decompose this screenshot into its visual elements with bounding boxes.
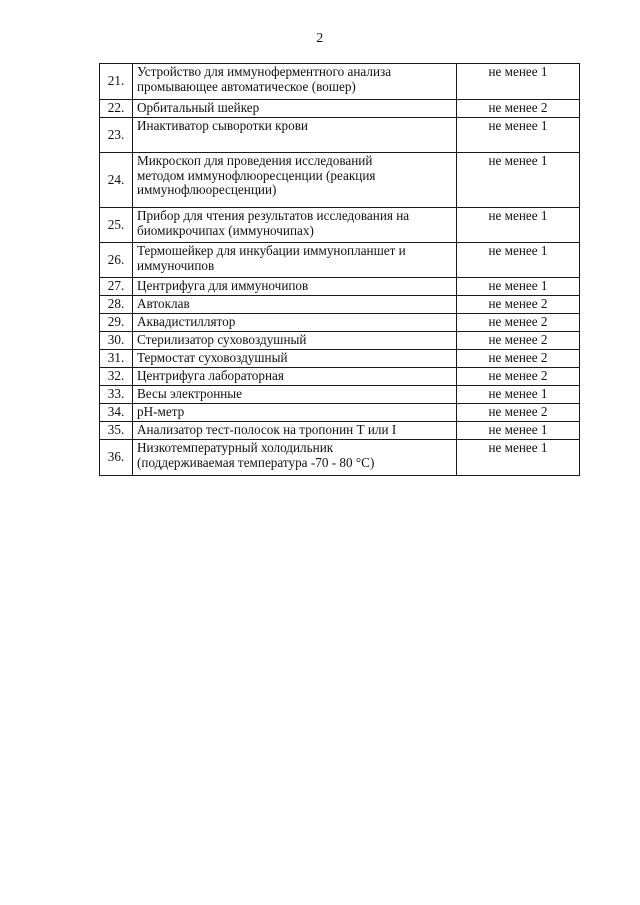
row-number: 35. [100, 422, 133, 440]
equipment-quantity: не менее 1 [457, 440, 580, 476]
table-row [100, 243, 580, 278]
table-row [100, 153, 580, 208]
equipment-name: Аквадистиллятор [133, 314, 457, 332]
equipment-name: Микроскоп для проведения исследований методом иммунофлюоресценции (реакция иммунофлюоресценции) [133, 153, 457, 208]
page-number: 2 [316, 31, 324, 46]
table-row [100, 386, 580, 404]
table-row [100, 64, 580, 100]
equipment-name: Инактиватор сыворотки крови [133, 118, 457, 153]
row-number: 36. [100, 440, 133, 476]
equipment-table-body [100, 64, 580, 476]
table-row [100, 296, 580, 314]
equipment-name: Анализатор тест-полосок на тропонин Т или I [133, 422, 457, 440]
table-row [100, 100, 580, 118]
equipment-name: Орбитальный шейкер [133, 100, 457, 118]
row-number: 34. [100, 404, 133, 422]
row-number: 22. [100, 100, 133, 118]
equipment-name: Низкотемпературный холодильник (поддерживаемая температура -70 - 80 °С) [133, 440, 457, 476]
equipment-name: Устройство для иммуноферментного анализа промывающее автоматическое (вошер) [133, 64, 457, 100]
equipment-name: Весы электронные [133, 386, 457, 404]
table-row [100, 208, 580, 243]
table-row [100, 440, 580, 476]
equipment-name: pH-метр [133, 404, 457, 422]
equipment-quantity: не менее 2 [457, 332, 580, 350]
table-row [100, 404, 580, 422]
equipment-quantity: не менее 2 [457, 368, 580, 386]
equipment-quantity: не менее 2 [457, 100, 580, 118]
row-number: 33. [100, 386, 133, 404]
equipment-name: Центрифуга лабораторная [133, 368, 457, 386]
equipment-quantity: не менее 1 [457, 64, 580, 100]
equipment-quantity: не менее 1 [457, 208, 580, 243]
table-row [100, 118, 580, 153]
equipment-quantity: не менее 2 [457, 350, 580, 368]
equipment-name: Автоклав [133, 296, 457, 314]
equipment-quantity: не менее 1 [457, 422, 580, 440]
table-row [100, 314, 580, 332]
equipment-name: Прибор для чтения результатов исследования на биомикрочипах (иммуночипах) [133, 208, 457, 243]
equipment-quantity: не менее 2 [457, 404, 580, 422]
equipment-name: Стерилизатор суховоздушный [133, 332, 457, 350]
row-number: 30. [100, 332, 133, 350]
row-number: 21. [100, 64, 133, 100]
row-number: 31. [100, 350, 133, 368]
row-number: 27. [100, 278, 133, 296]
row-number: 32. [100, 368, 133, 386]
equipment-quantity: не менее 1 [457, 153, 580, 208]
equipment-name: Термошейкер для инкубации иммунопланшет и иммуночипов [133, 243, 457, 278]
row-number: 24. [100, 153, 133, 208]
table-row [100, 422, 580, 440]
equipment-quantity: не менее 2 [457, 296, 580, 314]
equipment-quantity: не менее 1 [457, 243, 580, 278]
row-number: 29. [100, 314, 133, 332]
table-row [100, 278, 580, 296]
equipment-table [99, 63, 580, 476]
equipment-quantity: не менее 1 [457, 118, 580, 153]
table-row [100, 350, 580, 368]
table-row [100, 332, 580, 350]
row-number: 28. [100, 296, 133, 314]
row-number: 25. [100, 208, 133, 243]
equipment-quantity: не менее 1 [457, 278, 580, 296]
equipment-quantity: не менее 2 [457, 314, 580, 332]
equipment-name: Центрифуга для иммуночипов [133, 278, 457, 296]
equipment-quantity: не менее 1 [457, 386, 580, 404]
table-row [100, 368, 580, 386]
row-number: 26. [100, 243, 133, 278]
equipment-name: Термостат суховоздушный [133, 350, 457, 368]
row-number: 23. [100, 118, 133, 153]
